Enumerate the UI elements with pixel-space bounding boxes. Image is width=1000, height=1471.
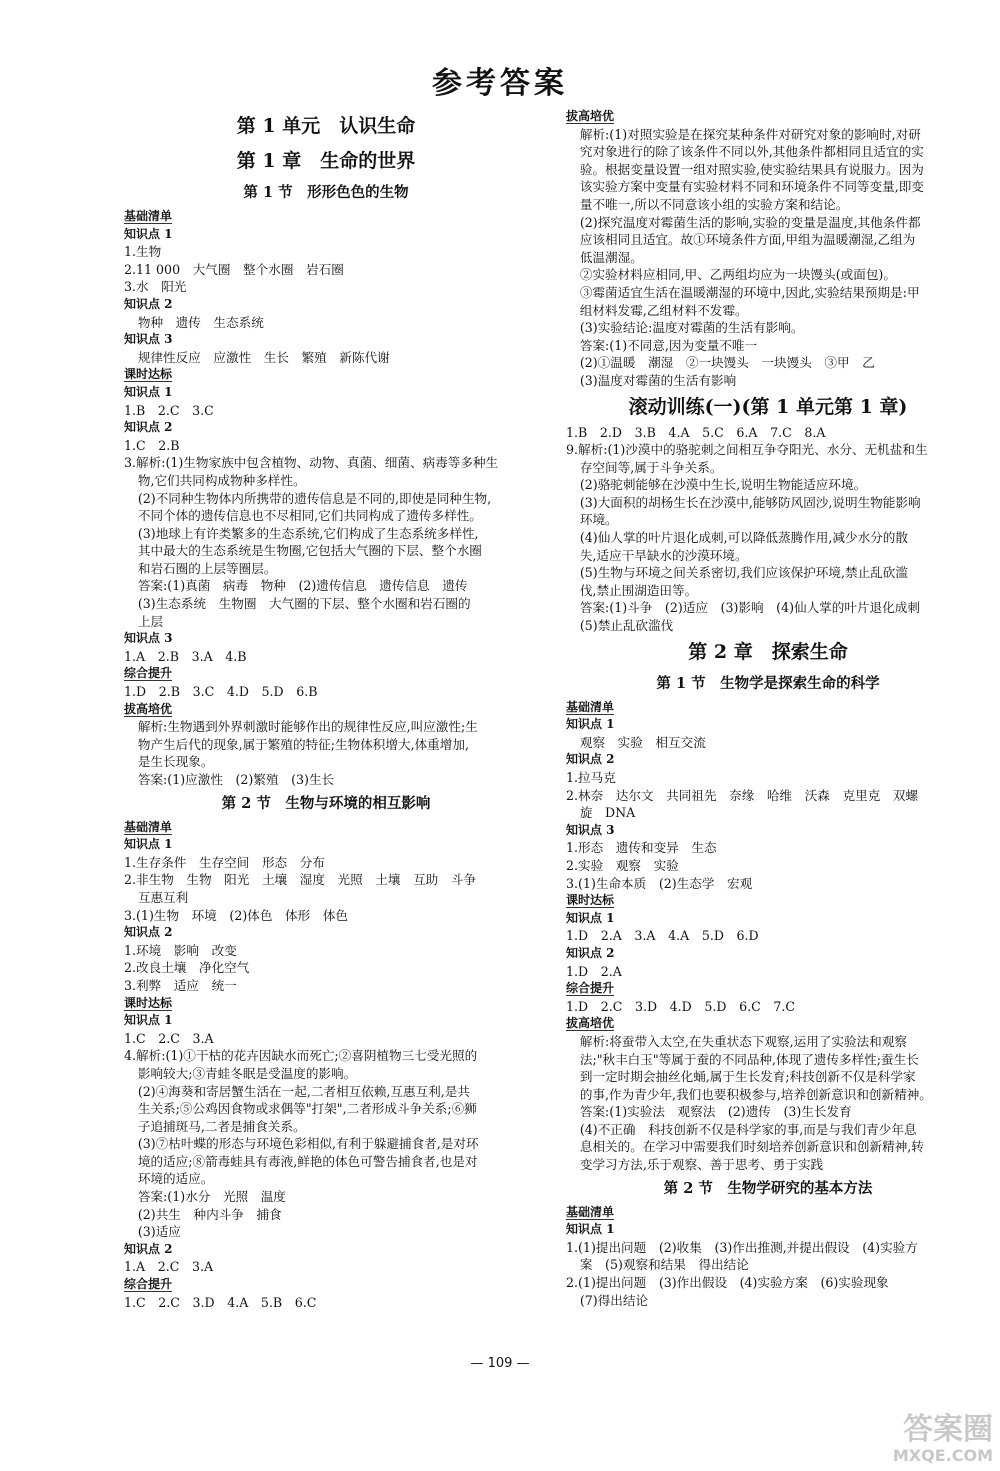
answer-line-indented: 答案:(1)斗争 (2)适应 (3)影响 (4)仙人掌的叶片退化成刺: [579, 600, 920, 616]
answer-line: 1.(1)提出问题 (2)收集 (3)作出推测,并提出假设 (4)实验方: [566, 1239, 918, 1255]
subsection-label-text: 基础清单: [566, 1204, 615, 1219]
answer-line: 3.利弊 适应 统一: [124, 977, 237, 993]
answer-line: 2.实验 观察 实验: [566, 857, 679, 873]
knowledge-point-label: 知识点 3: [124, 631, 173, 646]
answer-line: 2.改良土壤 净化空气: [124, 960, 250, 976]
answer-line-indented: 其中最大的生态系统是生物圈,它包括大气圈的下层、整个水圈: [137, 543, 482, 559]
answer-line: 1.C 2.C 3.A: [124, 1030, 214, 1046]
answer-line: 1.C 2.C 3.D 4.A 5.B 6.C: [124, 1294, 317, 1310]
answer-line-indented: (3)实验结论:温度对霉菌的生活有影响。: [579, 320, 804, 336]
knowledge-point-label: 知识点 1: [124, 384, 173, 399]
answer-line-indented: (2)探究温度对霉菌生活的影响,实验的变量是温度,其他条件都: [579, 214, 921, 230]
answer-line-indented: (3)适应: [137, 1224, 181, 1240]
answer-line-indented: (2)骆驼刺能够在沙漠中生长,说明生物能适应环境。: [579, 477, 867, 493]
knowledge-point-label: 知识点 1: [124, 837, 173, 852]
answer-line: 1.形态 遗传和变异 生态: [566, 840, 717, 856]
answer-line-indented: 低温潮湿。: [579, 249, 643, 265]
answer-line: 1.D 2.A: [566, 963, 622, 979]
answer-line-indented: 案 (5)观察和结果 得出结论: [579, 1257, 749, 1273]
answer-line-indented: 和岩石圈的上层等圈层。: [137, 560, 277, 576]
answer-line-indented: 伐,禁止围湖造田等。: [579, 582, 698, 598]
subsection-label: [124, 665, 528, 683]
subsection-label-text: 课时达标: [124, 367, 173, 382]
answer-line-indented: ②实验材料应相同,甲、乙两组均应为一块馒头(或面包)。: [579, 267, 896, 283]
answer-line: 1.A 2.B 3.A 4.B: [124, 648, 247, 664]
watermark-logo: [838, 1413, 993, 1465]
subsection-label-text: 基础清单: [124, 209, 173, 223]
answer-line-indented: 答案:(1)应激性 (2)繁殖 (3)生长: [137, 772, 335, 787]
answer-line: 1.D 2.C 3.D 4.D 5.D 6.C 7.C: [566, 998, 795, 1014]
subsection-label-text: 综合提升: [124, 1277, 173, 1292]
chapter-heading: 第 2 章 探索生命: [688, 640, 848, 663]
answer-line-indented: 变学习方法,乐于观察、善于思考、勇于实践: [579, 1157, 824, 1173]
answer-line-indented: 是生长现象。: [137, 754, 214, 770]
answer-line: 1.B 2.C 3.C: [124, 402, 214, 418]
answer-line-indented: (2)④海葵和寄居蟹生活在一起,二者相互依赖,互惠互利,是共: [137, 1083, 470, 1099]
knowledge-point-label: 知识点 3: [124, 332, 173, 347]
answer-line-indented: (7)得出结论: [579, 1292, 649, 1308]
subsection-label: [124, 366, 528, 384]
answer-line: 1.D 2.B 3.C 4.D 5.D 6.B: [124, 684, 318, 700]
answer-line-indented: 解析:生物遇到外界刺激时能够作出的规律性反应,叫应激性;生: [137, 719, 478, 735]
watermark-badge: 答案圈: [903, 1412, 993, 1447]
knowledge-point-label: 知识点 3: [566, 822, 615, 837]
answer-line-indented: (5)生物与环境之间关系密切,我们应该保护环境,禁止乱砍滥: [579, 565, 908, 581]
subsection-label-text: 拔高培优: [566, 109, 615, 123]
section-heading: 第 2 节 生物与环境的相互影响: [221, 794, 431, 812]
answer-line-indented: (2)不同种生物体内所携带的遗传信息是不同的,即使是同种生物,: [137, 490, 492, 506]
answer-line: 3.(1)生物 环境 (2)体色 体形 体色: [124, 907, 349, 923]
answer-line-indented: 到一定时期会抽丝化蛹,属于生长发育;科技创新不仅是科学家: [579, 1069, 916, 1085]
answer-line-indented: 物,它们共同构成物种多样性。: [137, 472, 306, 488]
knowledge-point-label: 知识点 1: [566, 717, 615, 732]
page-title: 参考答案: [432, 66, 568, 101]
answer-line: 1.拉马克: [566, 770, 616, 785]
answer-line-indented: (3)大面积的胡杨生长在沙漠中,能够防风固沙,说明生物能影响: [579, 494, 921, 510]
answer-line: 2.林奈 达尔文 共同祖先 奈缘 哈维 沃森 克里克 双螺: [566, 787, 919, 803]
right-column: [566, 108, 970, 1309]
answer-line-indented: (3)生态系统 生物圈 大气圈的下层、整个水圈和岩石圈的: [137, 596, 471, 612]
subsection-label-text: 基础清单: [124, 819, 173, 834]
answer-line-indented: 答案:(1)实验法 观察法 (2)遗传 (3)生长发育: [579, 1104, 852, 1120]
answer-line-indented: (2)①温暖 潮湿 ②一块馒头 一块馒头 ③甲 乙: [579, 355, 875, 371]
answer-line-indented: (5)禁止乱砍滥伐: [579, 618, 674, 634]
subsection-label-text: 综合提升: [566, 981, 615, 996]
answer-line: 1.D 2.A 3.A 4.A 5.D 6.D: [566, 928, 759, 944]
page-number: — 109 —: [470, 1356, 530, 1371]
subsection-label: [124, 1276, 528, 1294]
answer-line-indented: 生关系;⑤公鸡因食物或求偶等"打架",二者形成斗争关系;⑥狮: [137, 1101, 477, 1117]
answer-line: 3.(1)生命本质 (2)生态学 宏观: [566, 875, 753, 891]
subsection-label: [124, 995, 528, 1013]
answer-line-indented: 物种 遗传 生态系统: [137, 314, 264, 330]
answer-line-indented: 存空间等,属于斗争关系。: [579, 459, 723, 475]
answer-line: 1.B 2.D 3.B 4.A 5.C 6.A 7.C 8.A: [566, 424, 826, 440]
answer-line: 2.非生物 生物 阳光 土壤 湿度 光照 土壤 互助 斗争: [124, 872, 477, 888]
subsection-label-text: 基础清单: [566, 699, 615, 714]
knowledge-point-label: 知识点 2: [566, 752, 615, 767]
knowledge-point-label: 知识点 1: [566, 910, 615, 925]
subsection-label: [566, 980, 970, 998]
unit-heading: 第 1 单元 认识生命: [236, 115, 416, 137]
answer-line: 9.解析:(1)沙漠中的骆驼刺之间相互争夺阳光、水分、无机盐和生: [566, 442, 928, 458]
answer-line-indented: ③霉菌适宜生活在温暖潮湿的环境中,因此,实验结果预期是:甲: [579, 284, 920, 300]
answer-line-indented: 不同个体的遗传信息也不尽相同,它们共同构成了遗传多样性。: [137, 508, 482, 524]
answer-line-indented: 观察 实验 相互交流: [579, 734, 706, 750]
knowledge-point-label: 知识点 2: [566, 945, 615, 960]
subsection-label-text: 综合提升: [124, 666, 173, 681]
answer-line-indented: 法;"秋丰白玉"等属于蚕的不同品种,体现了遗传多样性;蚕生长: [579, 1051, 919, 1067]
answer-line-indented: (4)不正确 科技创新不仅是科学家的事,而是与我们青少年息: [579, 1121, 917, 1137]
answer-line-indented: 息相关的。在学习中需要我们时刻培养创新意识和创新精神,转: [579, 1139, 924, 1155]
answer-line-indented: 旋 DNA: [579, 805, 636, 821]
answer-line-indented: (3)地球上有许类繁多的生态系统,它们构成了生态系统多样性,: [137, 525, 479, 541]
subsection-label-text: 拔高培优: [566, 1016, 615, 1031]
answer-line: 3.解析:(1)生物家族中包含植物、动物、真菌、细菌、病毒等多种生: [124, 455, 499, 471]
subsection-label: [566, 1204, 970, 1222]
answer-line-indented: 解析:(1)对照实验是在探究某种条件对研究对象的影响时,对研: [579, 126, 921, 142]
answer-line: 1.生物: [124, 244, 162, 260]
subsection-label-text: 课时达标: [124, 995, 173, 1010]
answer-line: 1.C 2.B: [124, 437, 180, 453]
answer-line-indented: 解析:将蚕带入太空,在失重状态下观察,运用了实验法和观察: [579, 1033, 907, 1049]
answer-line: 2.11 000 大气圈 整个水圈 岩石圈: [124, 261, 344, 277]
answer-line-indented: (3)温度对霉菌的生活有影响: [579, 372, 737, 388]
knowledge-point-label: 知识点 1: [566, 1222, 615, 1237]
answer-line-indented: 互惠互利: [137, 889, 189, 905]
chapter-heading: 第 1 章 生命的世界: [236, 150, 416, 172]
knowledge-point-label: 知识点 2: [124, 925, 173, 940]
knowledge-point-label: 知识点 2: [124, 1241, 173, 1256]
answer-line-indented: 物产生后代的现象,属于繁殖的特征;生物体积增大,体重增加,: [137, 736, 469, 752]
answer-line: 4.解析:(1)①干枯的花卉因缺水而死亡;②喜阴植物三七受光照的: [124, 1048, 478, 1064]
subsection-label: [124, 701, 528, 719]
answer-line: 3.水 阳光: [124, 279, 187, 295]
answer-line-indented: 答案:(1)真菌 病毒 物种 (2)遗传信息 遗传信息 遗传: [137, 578, 468, 594]
answer-line: 1.生存条件 生存空间 形态 分布: [124, 854, 325, 870]
knowledge-point-label: 知识点 1: [124, 226, 173, 241]
subsection-label: [124, 208, 528, 226]
answer-line-indented: 的事,作为青少年,我们也要积极参与,培养创新意识和创新精神。: [579, 1086, 932, 1102]
answer-line-indented: 子追捕斑马,二者是捕食关系。: [137, 1118, 306, 1134]
answer-line-indented: 验。根据变量设置一组对照实验,使实验结果具有说服力。因为: [579, 161, 924, 177]
subsection-label: [124, 819, 528, 837]
knowledge-point-label: 知识点 2: [124, 420, 173, 435]
answer-line-indented: 组材料发霉,乙组材料不发霉。: [579, 302, 748, 318]
answer-line: 1.A 2.C 3.A: [124, 1259, 214, 1275]
left-column: [124, 108, 528, 1311]
answer-line-indented: 影响较大;③青蛙冬眠是受温度的影响。: [137, 1065, 357, 1081]
watermark-url: MXQE.COM: [892, 1446, 993, 1465]
answer-line: 2.(1)提出问题 (3)作出假设 (4)实验方案 (6)实验现象: [566, 1275, 889, 1291]
subsection-label-text: 课时达标: [566, 893, 615, 908]
answer-line-indented: 该实验方案中变量有实验材料不同和环境条件不同等变量,即变: [579, 179, 924, 195]
subsection-label: [566, 108, 970, 126]
answer-line-indented: 答案:(1)水分 光照 温度: [137, 1189, 286, 1205]
answer-line-indented: 环境。: [579, 512, 618, 528]
answer-line-indented: 答案:(1)不同意,因为变量不唯一: [579, 337, 758, 353]
answer-line-indented: 规律性反应 应激性 生长 繁殖 新陈代谢: [137, 349, 390, 365]
answer-line-indented: 环境的适应。: [137, 1171, 214, 1187]
answer-line-indented: 失,适应干旱缺水的沙漠环境。: [579, 547, 748, 563]
answer-line-indented: 境的适应;⑧箭毒蛙具有毒液,鲜艳的体色可警告捕食者,也是对: [137, 1153, 478, 1169]
answer-line-indented: (3)⑦枯叶蝶的形态与环境色彩相似,有利于躲避捕食者,是对环: [137, 1136, 479, 1152]
section-heading: 第 1 节 生物学是探索生命的科学: [656, 674, 880, 692]
section-heading: 第 1 节 形形色色的生物: [243, 184, 409, 201]
knowledge-point-label: 知识点 2: [124, 296, 173, 311]
subsection-label: [566, 699, 970, 717]
subsection-label: [566, 1015, 970, 1033]
chapter-heading: 滚动训练(一)(第 1 单元第 1 章): [628, 395, 908, 418]
answer-line-indented: 上层: [137, 613, 164, 629]
answer-line-indented: (2)共生 种内斗争 捕食: [137, 1206, 282, 1222]
answer-line-indented: 应该相同且适宜。故①环境条件方面,甲组为温暖潮湿,乙组为: [579, 232, 916, 248]
answer-line-indented: (4)仙人掌的叶片退化成刺,可以降低蒸腾作用,减少水分的散: [579, 530, 908, 546]
answer-line: 1.环境 影响 改变: [124, 942, 237, 958]
knowledge-point-label: 知识点 1: [124, 1013, 173, 1028]
subsection-label: [566, 892, 970, 910]
section-heading: 第 2 节 生物学研究的基本方法: [663, 1179, 873, 1197]
answer-line-indented: 量不唯一,所以不同意该小组的实验方案和结论。: [579, 196, 849, 212]
answer-line-indented: 究对象进行的除了该条件不同以外,其他条件都相同且适宜的实: [579, 144, 924, 160]
subsection-label-text: 拔高培优: [124, 701, 173, 716]
